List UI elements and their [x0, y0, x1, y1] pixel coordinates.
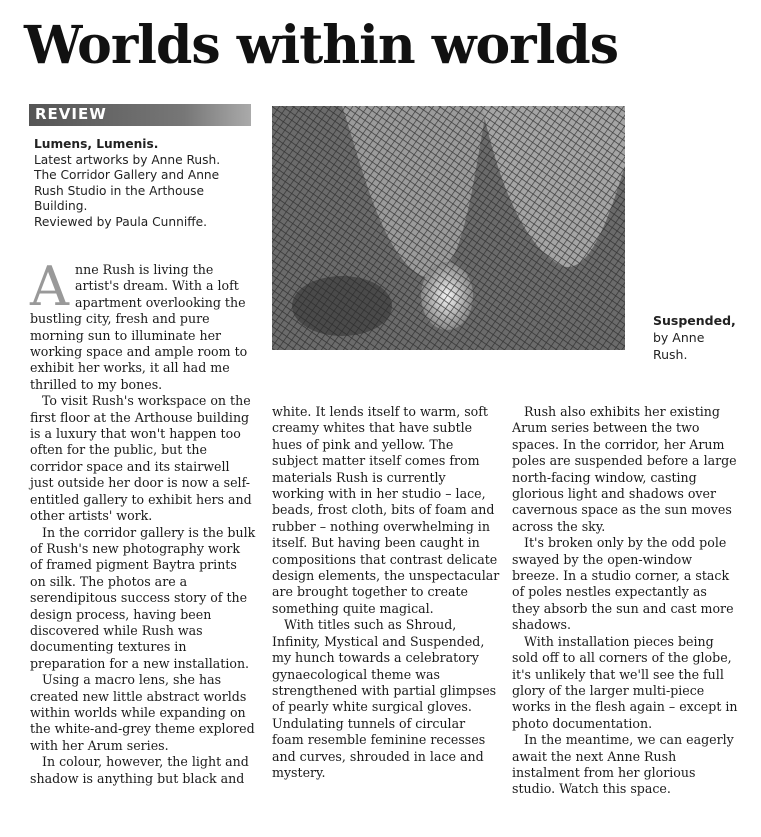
info-line: The Corridor Gallery and Anne — [34, 168, 220, 182]
article-paragraph: Using a macro lens, she has created new little abstract worlds within worlds while expanding on the white-and-grey theme explored with her Arum series. — [30, 672, 255, 753]
article-paragraph: white. It lends itself to warm, soft creamy whites that have subtle hues of pink and yellow. The subject matter itself comes from materials Rush is currently working with in her studio – lace, beads, frost cloth, bits of foam and rubber – nothing overwhelming in itself. But having been caught in compositions that contrast delicate design elements, the unspectacular are brought together to create something quite magical. — [272, 404, 500, 616]
article-paragraph: In the meantime, we can eagerly await the next Anne Rush instalment from her glorious studio. Watch this space. — [512, 732, 734, 797]
article-paragraph: It's broken only by the odd pole swayed by the open-window breeze. In a studio corner, a stack of poles nestles expectantly as they absorb the sun and cast more shadows. — [512, 535, 734, 633]
article-paragraph — [30, 255, 256, 393]
article-column-1 — [30, 255, 256, 787]
article-column-3 — [512, 404, 738, 798]
exhibition-title: Lumens, Lumenis. — [34, 137, 159, 151]
headline: Worlds within worlds — [24, 15, 618, 76]
info-line: Latest artworks by Anne Rush. — [34, 152, 221, 167]
caption-line: by Anne — [653, 330, 705, 345]
paragraph-text: nne Rush is living the artist's dream. With a loft apartment overlooking the bustling city, fresh and pure morning sun to illuminate her working space and ample room to exhibit her works, it all had me thrilled to my bones. — [30, 262, 248, 392]
article-paragraph: With titles such as Shroud, Infinity, Mystical and Suspended, my hunch towards a celebratory gynaecological theme was strengthened with partial glimpses of pearly white surgical gloves. Undulating tunnels of circular foam resemble feminine recesses and curves, shrouded in lace and mystery. — [272, 617, 497, 780]
article-paragraph: Rush also exhibits her existing Arum series between the two spaces. In the corridor, her Arum poles are suspended before a large north-facing window, casting glorious light and shadows over cavernous space as the sun moves across the sky. — [512, 404, 737, 534]
article-paragraph: With installation pieces being sold off to all corners of the globe, it's unlikely that we'll see the full glory of the larger multi-piece works in the flesh again – except in photo documentation. — [512, 633, 738, 731]
info-line: Rush Studio in the Arthouse — [34, 183, 205, 198]
info-line: Reviewed by Paula Cunniffe. — [34, 214, 207, 229]
caption-title: Suspended, — [653, 313, 736, 328]
artwork-photo — [272, 106, 625, 350]
article-paragraph: In the corridor gallery is the bulk of Rush's new photography work of framed pigment Baytra prints on silk. The photos are a serendipitous success story of the design process, having been discovered while Rush was documenting textures in preparation for a new installation. — [30, 524, 256, 671]
review-info — [34, 137, 264, 230]
caption-line: Rush. — [653, 347, 688, 362]
article-column-2 — [272, 404, 500, 781]
drop-cap: A — [30, 255, 69, 318]
section-label: REVIEW — [35, 105, 107, 123]
article-paragraph: To visit Rush's workspace on the first floor at the Arthouse building is a luxury that won't happen too often for the public, but the corridor space and its stairwell just outside her door is now a self-entitled gallery to exhibit hers and other artists' work. — [30, 393, 252, 524]
article-paragraph: In colour, however, the light and shadow is anything but black and — [30, 754, 249, 786]
section-label-bar — [29, 104, 251, 126]
photo-illustration — [272, 106, 625, 350]
info-line: Building. — [34, 199, 88, 213]
photo-caption — [653, 312, 753, 363]
